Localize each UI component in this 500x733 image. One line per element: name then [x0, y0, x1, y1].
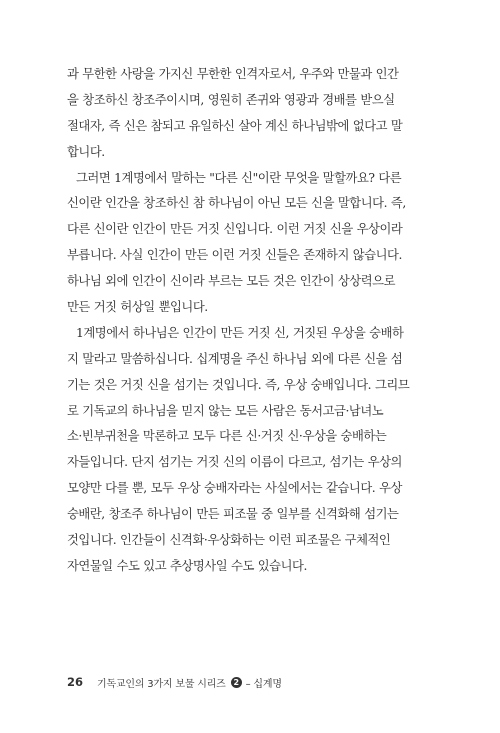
text-line: 을 창조하신 창조주이시며, 영원히 존귀와 영광과 경배를 받으실 — [67, 92, 395, 107]
series-title: 기독교인의 3가지 보물 시리즈 — [97, 678, 226, 690]
text-line: 자연물일 수도 있고 추상명사일 수도 있습니다. — [67, 558, 307, 573]
text-line: 신이란 인간을 창조하신 참 하나님이 아닌 모든 신을 말합니다. 즉, — [67, 196, 406, 211]
body-text — [67, 62, 432, 580]
text-line: 것입니다. 인간들이 신격화·우상화하는 이런 피조물은 구체적인 — [67, 533, 391, 548]
text-line: 로 기독교의 하나님을 믿지 않는 모든 사람은 동서고금·남녀노 — [67, 403, 384, 418]
text-line: 만든 거짓 허상일 뿐입니다. — [67, 300, 208, 315]
series-number-badge: 2 — [231, 677, 242, 688]
page-number: 26 — [67, 675, 84, 689]
text-line: 합니다. — [67, 144, 105, 159]
text-line: 1계명에서 하나님은 인간이 만든 거짓 신, 거짓된 우상을 숭배하 — [76, 325, 404, 340]
text-line: 다른 신이란 인간이 만든 거짓 신입니다. 이런 거짓 신을 우상이라 — [67, 222, 403, 237]
text-line: 절대자, 즉 신은 참되고 유일하신 살아 계신 하나님밖에 없다고 말 — [67, 118, 403, 133]
page-footer — [67, 674, 282, 690]
text-line: 모양만 다를 뿐, 모두 우상 숭배자라는 사실에서는 같습니다. 우상 — [67, 481, 402, 496]
text-line: 숭배란, 창조주 하나님이 만든 피조물 중 일부를 신격화해 섬기는 — [67, 507, 399, 522]
paragraph-2 — [67, 166, 432, 321]
text-line: 소·빈부귀천을 막론하고 모두 다른 신·거짓 신·우상을 숭배하는 — [67, 429, 387, 444]
paragraph-1 — [67, 62, 432, 166]
text-line: 부릅니다. 사실 인간이 만든 이런 거짓 신들은 존재하지 않습니다. — [67, 248, 402, 263]
text-line: 하나님 외에 인간이 신이라 부르는 모든 것은 인간이 상상력으로 — [67, 274, 396, 289]
text-line: 그러면 1계명에서 말하는 "다른 신"이란 무엇을 말할까요? 다른 — [76, 170, 402, 185]
running-head — [97, 675, 282, 690]
text-line: 기는 것은 거짓 신을 섬기는 것입니다. 즉, 우상 숭배입니다. 그리므 — [67, 377, 410, 392]
text-line: 자들입니다. 단지 섬기는 거짓 신의 이름이 다르고, 섬기는 우상의 — [67, 455, 402, 470]
book-title: – 십계명 — [245, 678, 282, 690]
text-line: 지 말라고 말씀하십니다. 십계명을 주신 하나님 외에 다른 신을 섬 — [67, 351, 403, 366]
paragraph-3 — [67, 321, 432, 580]
text-line: 과 무한한 사랑을 가지신 무한한 인격자로서, 우주와 만물과 인간 — [67, 67, 399, 81]
